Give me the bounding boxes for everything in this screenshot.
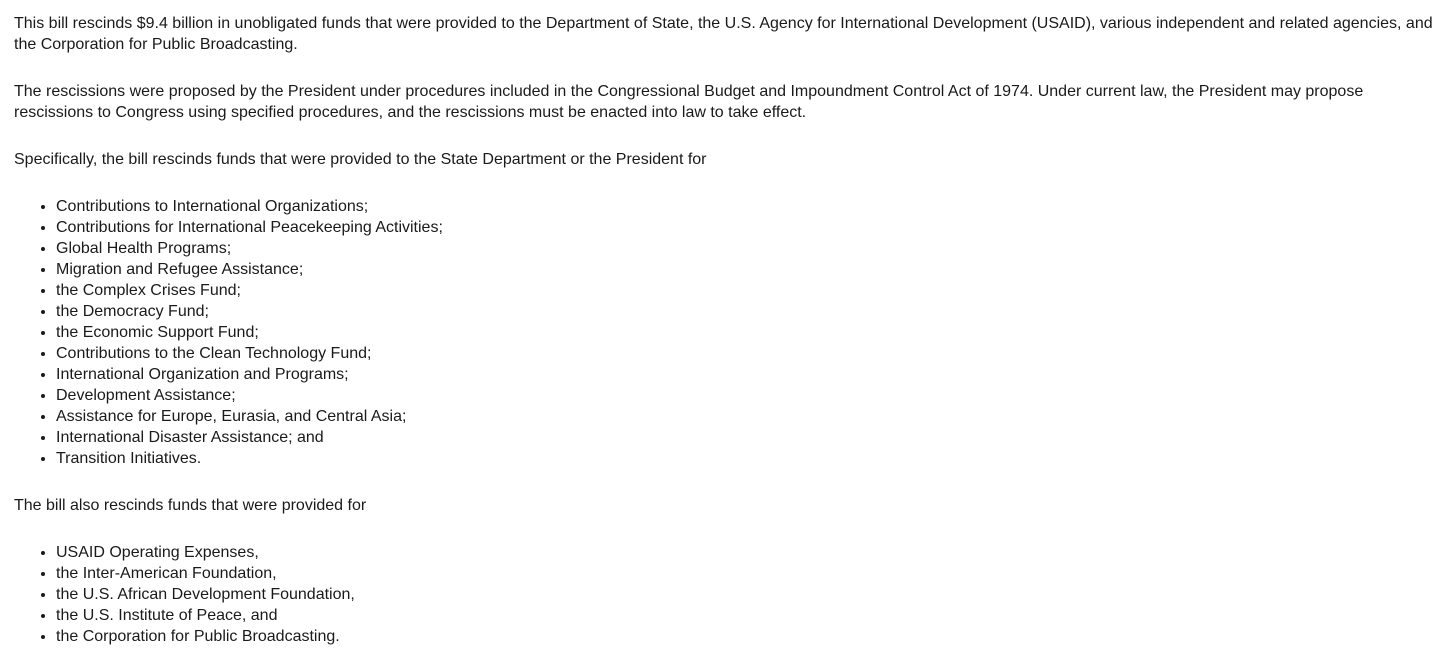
list-item: • Development Assistance; [56, 385, 1442, 406]
list-item: • USAID Operating Expenses, [56, 542, 1442, 563]
list-item: • Transition Initiatives. [56, 448, 1442, 469]
list-item: • Migration and Refugee Assistance; [56, 259, 1442, 280]
list-item: • the Complex Crises Fund; [56, 280, 1442, 301]
summary-paragraph-other-intro: The bill also rescinds funds that were provided for [14, 497, 367, 514]
state-department-funds-list [14, 196, 1442, 469]
list-item: • Contributions to International Organizations; [56, 196, 1442, 217]
other-funds-list [14, 542, 1442, 647]
list-item: • International Disaster Assistance; and [56, 427, 1442, 448]
list-item: • the Inter-American Foundation, [56, 563, 1442, 584]
list-item: • Global Health Programs; [56, 238, 1442, 259]
summary-paragraph-state-intro: Specifically, the bill rescinds funds that were provided to the State Department or the President for [14, 151, 707, 168]
list-item: • the U.S. African Development Foundation, [56, 584, 1442, 605]
list-item: • the Economic Support Fund; [56, 322, 1442, 343]
summary-paragraph-procedure: The rescissions were proposed by the President under procedures included in the Congressional Budget and Impoundment Control Act of 1974. Under current law, the President may propose rescissions to Congress using specified procedures, and the rescissions must be enacted into law to take effect. [14, 83, 1364, 121]
list-item: • Contributions to the Clean Technology Fund; [56, 343, 1442, 364]
list-item: • the U.S. Institute of Peace, and [56, 605, 1442, 626]
list-item: • the Democracy Fund; [56, 301, 1442, 322]
summary-paragraph-intro: This bill rescinds $9.4 billion in unobligated funds that were provided to the Department of State, the U.S. Agency for International Development (USAID), various independent and related agencies, and the Corporation for Public Broadcasting. [14, 15, 1433, 53]
list-item: • the Corporation for Public Broadcasting. [56, 626, 1442, 647]
list-item: • International Organization and Programs; [56, 364, 1442, 385]
list-item: • Contributions for International Peacekeeping Activities; [56, 217, 1442, 238]
list-item: • Assistance for Europe, Eurasia, and Central Asia; [56, 406, 1442, 427]
